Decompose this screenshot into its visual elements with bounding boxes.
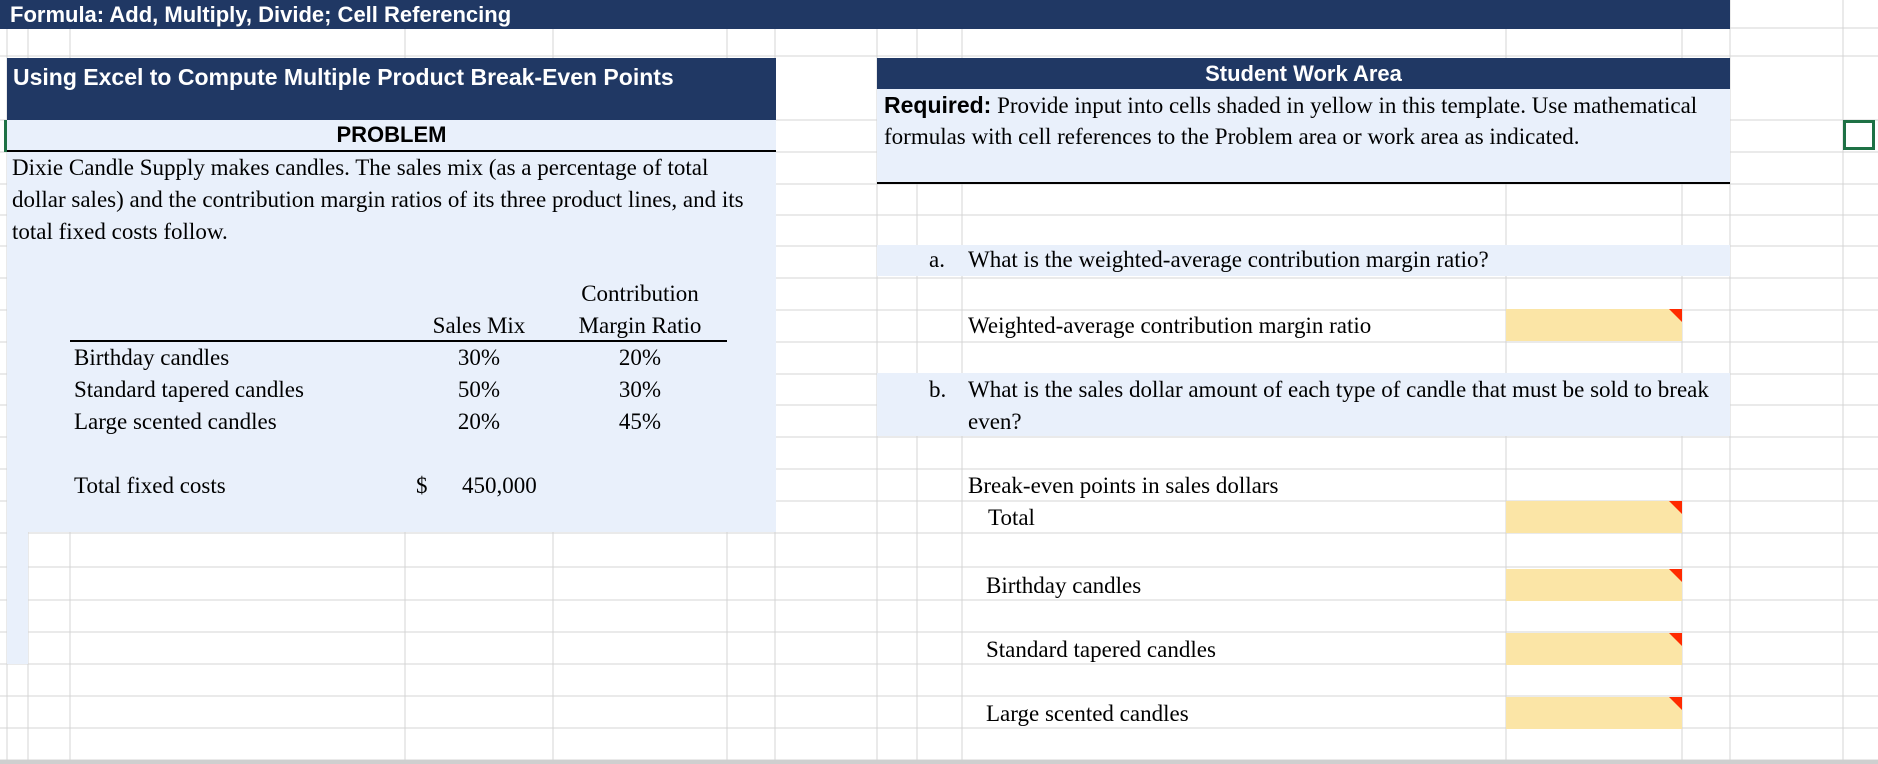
- question-b-letter: b.: [929, 377, 947, 402]
- product-row-tapered-cm-ratio: 30%: [618, 377, 662, 402]
- break-even-section-label: Break-even points in sales dollars: [968, 473, 1279, 498]
- selected-cell[interactable]: [1843, 120, 1875, 150]
- product-row-birthday-name: Birthday candles: [74, 345, 230, 370]
- product-row-scented-cm-ratio: 45%: [618, 409, 662, 434]
- question-b-text-line-1: What is the sales dollar amount of each type of candle that must be sold to break: [968, 377, 1709, 402]
- sales-mix-header: Sales Mix: [432, 313, 526, 338]
- problem-section-label: PROBLEM: [336, 122, 447, 147]
- weighted-avg-cm-input[interactable]: [1506, 309, 1682, 341]
- break-even-birthday-input[interactable]: [1506, 569, 1682, 601]
- question-b-text-line-2: even?: [968, 409, 1022, 434]
- required-instructions: [877, 89, 1730, 184]
- product-row-tapered-sales-mix: 50%: [457, 377, 501, 402]
- problem-heading-bar[interactable]: [7, 58, 776, 120]
- fixed-costs-label: Total fixed costs: [74, 473, 226, 498]
- table-header-rule: [70, 340, 727, 342]
- break-even-scented-label: Large scented candles: [986, 701, 1189, 726]
- problem-description-line-3: total fixed costs follow.: [12, 219, 228, 244]
- break-even-birthday-label: Birthday candles: [986, 573, 1142, 598]
- break-even-total-input[interactable]: [1506, 501, 1682, 533]
- product-row-scented-name: Large scented candles: [74, 409, 277, 434]
- break-even-total-label: Total: [988, 505, 1035, 530]
- fixed-costs-value: 450,000: [462, 473, 537, 498]
- break-even-scented-input[interactable]: [1506, 697, 1682, 729]
- product-row-scented-sales-mix: 20%: [457, 409, 501, 434]
- question-a-text: What is the weighted-average contribution margin ratio?: [968, 247, 1489, 272]
- work-area-heading: Student Work Area: [1205, 61, 1402, 86]
- problem-description-line-1: Dixie Candle Supply makes candles. The sales mix (as a percentage of total: [12, 155, 709, 180]
- problem-section-label-cell[interactable]: [7, 120, 776, 152]
- product-row-birthday-sales-mix: 30%: [457, 345, 501, 370]
- horizontal-scrollbar[interactable]: [0, 760, 1878, 764]
- problem-area-extension: [7, 532, 28, 664]
- question-a-letter: a.: [929, 247, 945, 272]
- break-even-tapered-label: Standard tapered candles: [986, 637, 1216, 662]
- product-row-tapered-name: Standard tapered candles: [74, 377, 304, 402]
- problem-heading: Using Excel to Compute Multiple Product Break-Even Points: [13, 64, 674, 90]
- cm-ratio-header-line-1: Contribution: [581, 281, 699, 306]
- required-text-line-2: formulas with cell references to the Problem area or work area as indicated.: [884, 124, 1580, 149]
- required-text-line-1: Provide input into cells shaded in yellow in this template. Use mathematical: [991, 93, 1698, 118]
- required-label: Required:: [884, 92, 992, 118]
- problem-description-line-2: dollar sales) and the contribution margin ratios of its three product lines, and its: [12, 187, 744, 212]
- fixed-costs-currency: $: [416, 473, 428, 498]
- weighted-avg-cm-label: Weighted-average contribution margin ratio: [968, 313, 1372, 338]
- sheet-title: Formula: Add, Multiply, Divide; Cell Referencing: [10, 2, 512, 27]
- sheet-title-bar[interactable]: [0, 0, 1730, 29]
- cm-ratio-header-line-2: Margin Ratio: [578, 313, 702, 338]
- work-area-heading-bar[interactable]: [877, 58, 1730, 89]
- break-even-tapered-input[interactable]: [1506, 633, 1682, 665]
- product-row-birthday-cm-ratio: 20%: [618, 345, 662, 370]
